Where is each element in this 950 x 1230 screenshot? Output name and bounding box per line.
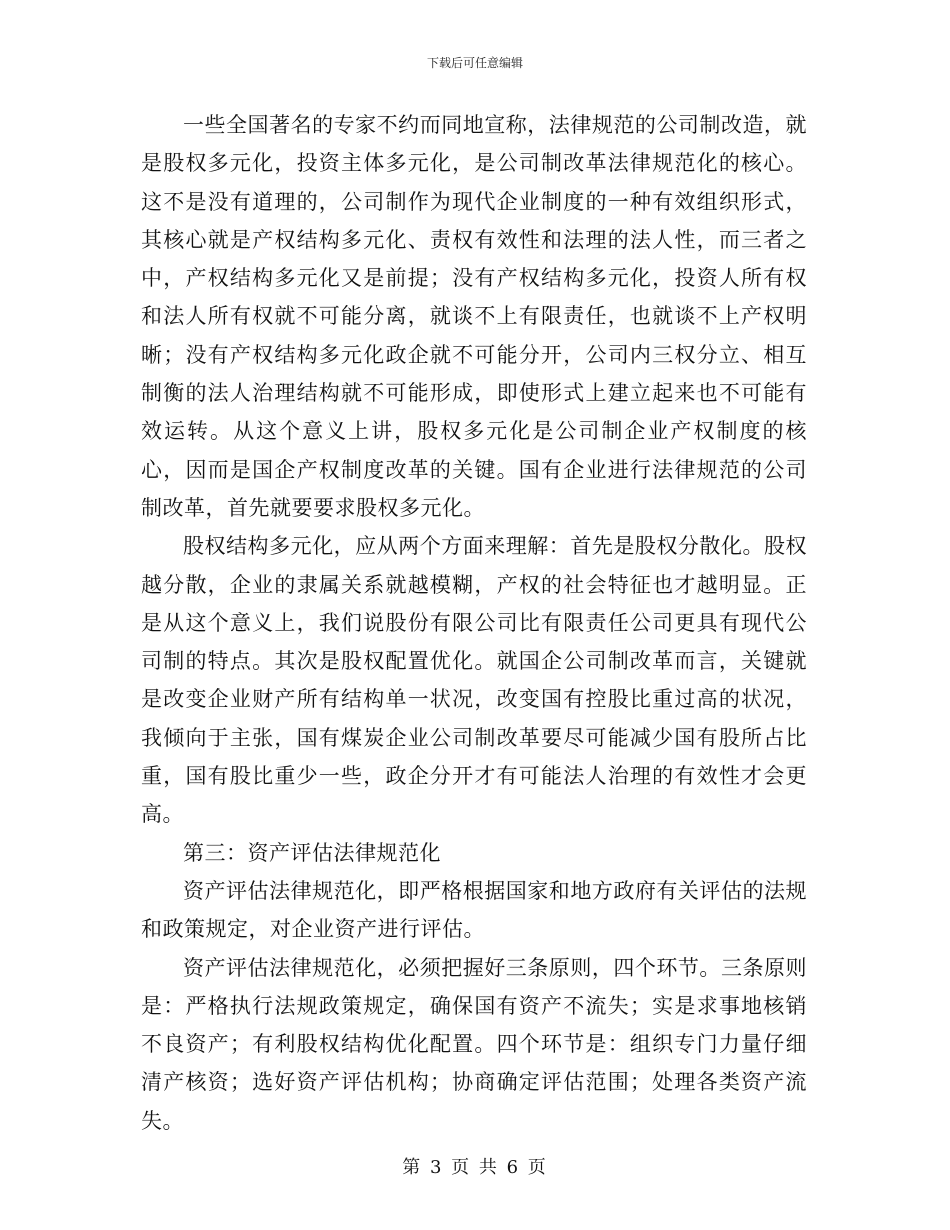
section-heading: 第三：资产评估法律规范化 [183,840,441,865]
paragraph-2: 股权结构多元化，应从两个方面来理解：首先是股权分散化。股权越分散，企业的隶属关系就越模糊，产权的社会特征也才越明显。正是从这个意义上，我们说股份有限公司比有限责任公司更具有现代公司制的特点。其次是股权配置优化。就国企公司制改革而言，关键就是改变企业财产所有结构单一状况，改变国有控股比重过高的状况，我倾向于主张，国有煤炭企业公司制改革要尽可能减少国有股所占比重，国有股比重少一些，政企分开才有可能法人治理的有效性才会更高。 [141,534,807,827]
page-header: 下载后可任意编辑 [426,56,523,70]
paragraph-3: 资产评估法律规范化，即严格根据国家和地方政府有关评估的法规和政策规定，对企业资产进行评估。 [141,878,807,942]
document-body [141,106,807,1140]
paragraph-4: 资产评估法律规范化，必须把握好三条原则，四个环节。三条原则是：严格执行法规政策规定，确保国有资产不流失；实是求事地核销不良资产；有利股权结构优化配置。四个环节是：组织专门力量仔细清产核资；选好资产评估机构；协商确定评估范围；处理各类资产流失。 [141,955,807,1133]
paragraph-1: 一些全国著名的专家不约而同地宣称，法律规范的公司制改造，就是股权多元化，投资主体多元化，是公司制改革法律规范化的核心。这不是没有道理的，公司制作为现代企业制度的一种有效组织形式，其核心就是产权结构多元化、责权有效性和法理的法人性，而三者之中，产权结构多元化又是前提；没有产权结构多元化，投资人所有权和法人所有权就不可能分离，就谈不上有限责任，也就谈不上产权明晰；没有产权结构多元化政企就不可能分开，公司内三权分立、相互制衡的法人治理结构就不可能形成，即使形式上建立起来也不可能有效运转。从这个意义上讲，股权多元化是公司制企业产权制度的核心，因而是国企产权制度改革的关键。国有企业进行法律规范的公司制改革，首先就要要求股权多元化。 [141,113,807,520]
page-number: 第 3 页 共 6 页 [402,1157,548,1178]
